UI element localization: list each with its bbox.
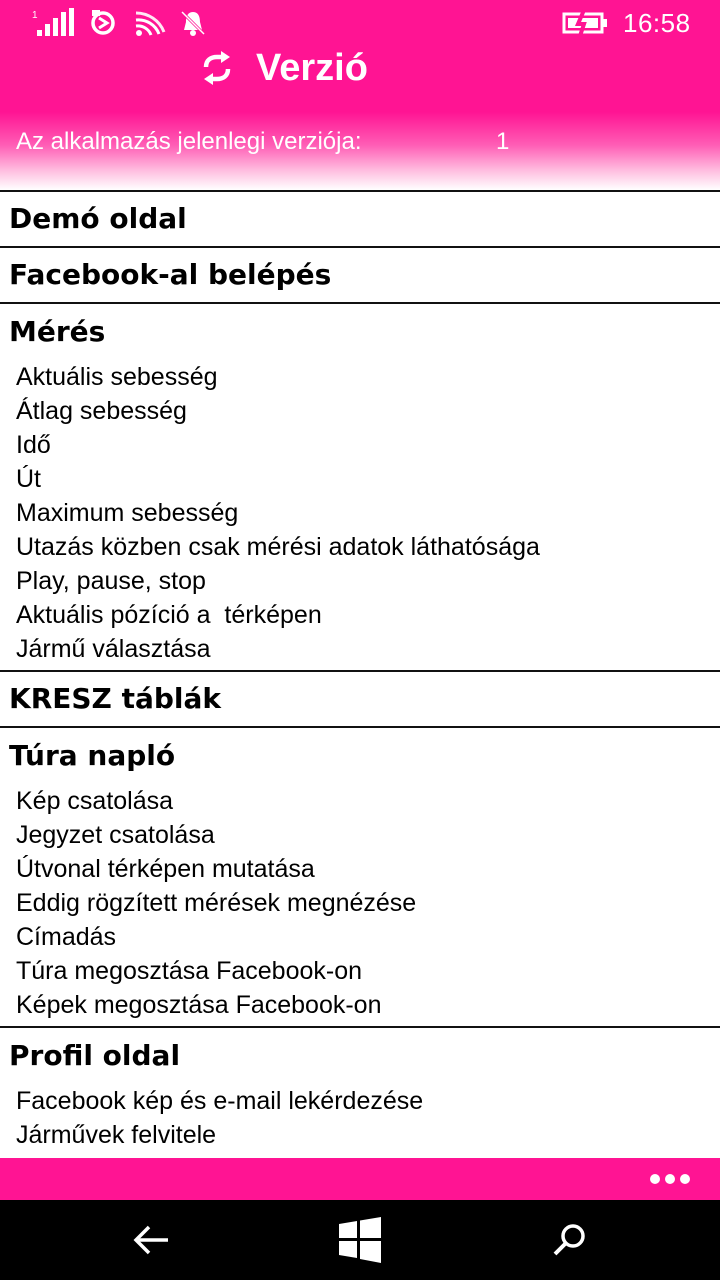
section-title[interactable]: KRESZ táblák: [9, 682, 222, 715]
signal-icon: [32, 8, 74, 38]
refresh-icon[interactable]: [200, 51, 234, 85]
page-header: [0, 0, 720, 190]
search-button[interactable]: [546, 1216, 594, 1264]
version-row: [16, 124, 716, 160]
version-label: Az alkalmazás jelenlegi verziója:: [16, 128, 362, 155]
status-bar: [0, 0, 720, 46]
app-bar: [0, 1158, 720, 1200]
section: [0, 670, 720, 726]
list-item: Facebook kép és e-mail lekérdezése: [16, 1087, 424, 1115]
navigation-bar: [0, 1200, 720, 1280]
section-items: [0, 784, 720, 1026]
bell-icon: [178, 8, 208, 38]
section-title[interactable]: Mérés: [9, 315, 106, 348]
list-item: Aktuális pózíció a térképen: [16, 601, 322, 629]
list-item: Jármű választása: [16, 635, 211, 663]
title-row: [200, 42, 368, 94]
list-item: Idő: [16, 431, 51, 459]
back-arrow-icon: [132, 1223, 172, 1257]
list-item: Átlag sebesség: [16, 397, 187, 425]
battery-icon: [562, 8, 608, 38]
signal-badge: 1: [32, 10, 38, 21]
search-icon: [552, 1222, 588, 1258]
start-button[interactable]: [336, 1216, 384, 1264]
page-title: Verzió: [256, 46, 368, 89]
section: [0, 302, 720, 670]
list-item: Út: [16, 465, 41, 493]
list-item: Utazás közben csak mérési adatok láthatósága: [16, 533, 540, 561]
list-item: Túra megosztása Facebook-on: [16, 957, 363, 985]
sync-icon: [88, 8, 118, 38]
section-title[interactable]: Demó oldal: [9, 202, 187, 235]
clock: 16:58: [623, 8, 691, 38]
list-item: Kép csatolása: [16, 787, 174, 815]
section-items: [0, 360, 720, 670]
feature-list[interactable]: [0, 190, 720, 1158]
wifi-icon: [133, 8, 165, 38]
version-value: 1: [496, 128, 510, 155]
list-item: Címadás: [16, 923, 117, 951]
list-item: Járművek felvitele: [16, 1121, 217, 1149]
section-title[interactable]: Profil oldal: [9, 1039, 181, 1072]
list-item: Jegyzet csatolása: [16, 821, 215, 849]
section-title[interactable]: Facebook-al belépés: [9, 258, 332, 291]
dot: [665, 1174, 675, 1184]
list-item: Aktuális sebesség: [16, 363, 218, 391]
section-title[interactable]: Túra napló: [9, 739, 176, 772]
dot: [680, 1174, 690, 1184]
list-item: Útvonal térképen mutatása: [16, 855, 315, 883]
back-button[interactable]: [128, 1216, 176, 1264]
section: [0, 190, 720, 246]
list-item: Képek megosztása Facebook-on: [16, 991, 382, 1019]
list-item: Maximum sebesség: [16, 499, 239, 527]
windows-icon: [337, 1217, 383, 1263]
ellipsis-icon[interactable]: [650, 1170, 690, 1188]
list-item: Play, pause, stop: [16, 567, 206, 595]
section: [0, 246, 720, 302]
list-item: Eddig rögzített mérések megnézése: [16, 889, 417, 917]
section: [0, 726, 720, 1026]
dot: [650, 1174, 660, 1184]
